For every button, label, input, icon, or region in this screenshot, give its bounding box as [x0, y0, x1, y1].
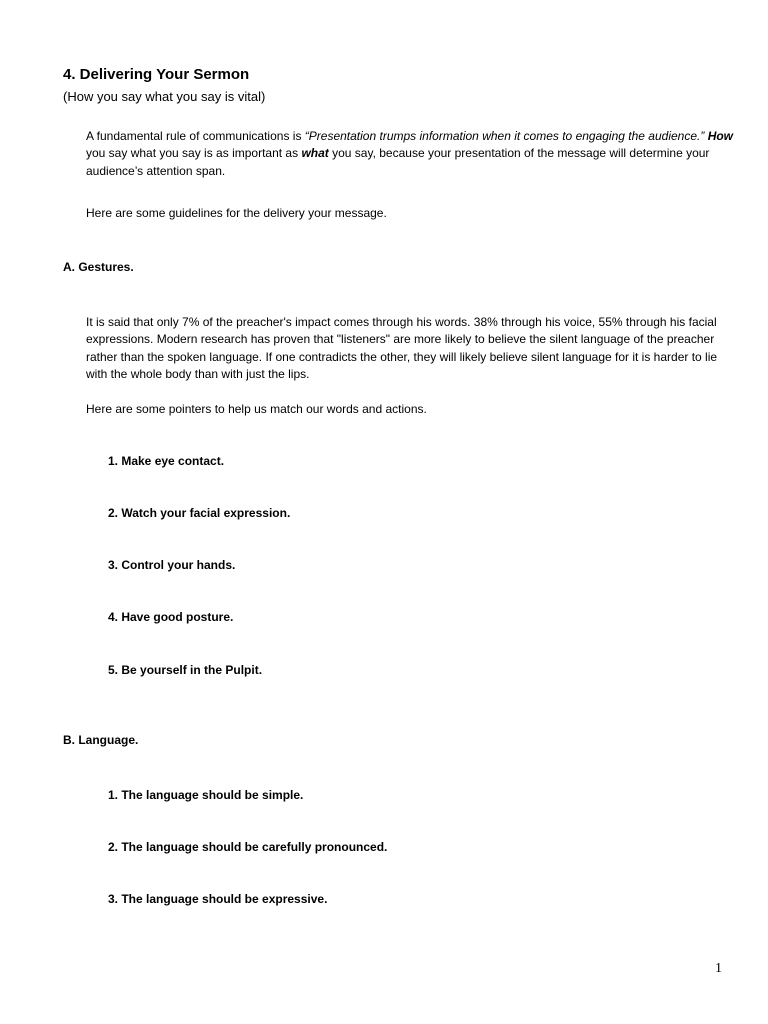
intro-what: what [301, 146, 329, 161]
page-title: 4. Delivering Your Sermon [63, 66, 250, 83]
section-b-heading: B. Language. [63, 733, 139, 747]
gesture-item: 4. Have good posture. [108, 610, 234, 624]
section-a-heading: A. Gestures. [63, 260, 134, 274]
gesture-item: 3. Control your hands. [108, 558, 236, 572]
page-number: 1 [715, 961, 722, 976]
gesture-item: 2. Watch your facial expression. [108, 506, 291, 520]
language-item: 2. The language should be carefully pronounced. [108, 840, 388, 854]
intro-text-1: A fundamental rule of communications is [86, 129, 305, 143]
gestures-paragraph: It is said that only 7% of the preacher's impact comes through his words. 38% through his voice, 55% through his facial expressions. Modern research has proven that "listeners" are more likely to believe the silent language of the preacher rather than the spoken language. If one contradicts the other, they will likely believe silent language for it is harder to lie with the whole body than with just the lips. [86, 315, 718, 381]
intro-text-3: you say what you say is as important as [86, 146, 302, 161]
gesture-item: 1. Make eye contact. [108, 454, 225, 468]
intro-quote: “Presentation trumps information when it comes to engaging the audience.” [304, 129, 705, 143]
intro-text-4: you say, because your presentation of the message will determine your audience’s attention span. [86, 146, 710, 178]
language-item: 1. The language should be simple. [108, 788, 304, 802]
intro-paragraph [86, 128, 736, 180]
guidelines-paragraph: Here are some guidelines for the delivery your message. [86, 206, 387, 220]
gesture-item: 5. Be yourself in the Pulpit. [108, 663, 263, 677]
page-subtitle: (How you say what you say is vital) [63, 89, 266, 104]
language-item: 3. The language should be expressive. [108, 892, 328, 906]
pointers-paragraph: Here are some pointers to help us match our words and actions. [86, 402, 427, 416]
intro-how: How [707, 129, 734, 143]
